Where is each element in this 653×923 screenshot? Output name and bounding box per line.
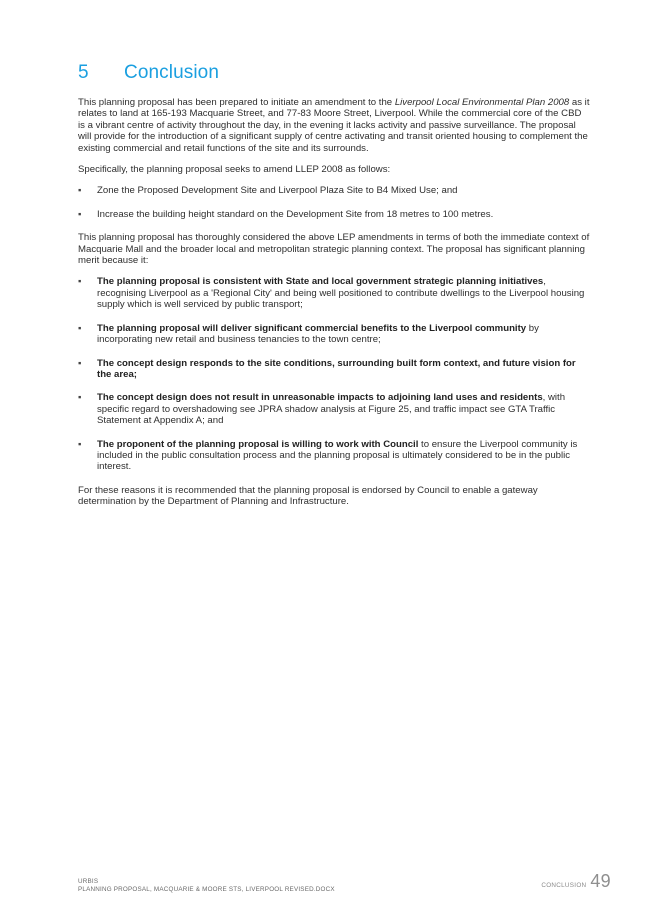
- bullet-icon: ▪: [78, 276, 82, 288]
- bullet-icon: ▪: [78, 185, 82, 197]
- footer-page-info: [541, 871, 611, 892]
- section-heading: [78, 62, 219, 84]
- page-number: 49: [590, 871, 611, 891]
- merit-list: [78, 276, 590, 472]
- merit-item: [78, 439, 590, 473]
- merit-bold: The planning proposal is consistent with State and local government strategic planning initiatives: [97, 276, 544, 288]
- merit-text: by incorporating new retail and business tenancies to the town centre;: [97, 322, 539, 346]
- section-title: Conclusion: [124, 62, 219, 83]
- amendment-text: Increase the building height standard on the Development Site from 18 metres to 100 metres.: [97, 208, 494, 220]
- section-number: 5: [78, 62, 89, 83]
- closing-paragraph: For these reasons it is recommended that the planning proposal is endorsed by Council to enable a gateway determination by the Department of Planning and Infrastructure.: [78, 484, 538, 508]
- amendment-list: [78, 185, 590, 220]
- bullet-icon: ▪: [78, 392, 82, 404]
- bullet-icon: ▪: [78, 208, 82, 220]
- merit-item: [78, 276, 590, 310]
- merit-text: , with specific regard to overshadowing see JPRA shadow analysis at Figure 25, and traffic impact see GTA Traffic Statement at Appendix A; and: [97, 392, 566, 427]
- footer-section-label: CONCLUSION: [541, 882, 587, 889]
- amend-intro-paragraph: Specifically, the planning proposal seeks to amend LLEP 2008 as follows:: [78, 164, 391, 176]
- merit-item: [78, 323, 590, 346]
- footer-doc-name: PLANNING PROPOSAL, MACQUARIE & MOORE STS, LIVERPOOL REVISED.DOCX: [78, 885, 335, 893]
- intro-text-a: This planning proposal has been prepared to initiate an amendment to the: [78, 97, 395, 108]
- amendment-item: [78, 185, 590, 196]
- merit-text: , recognising Liverpool as a 'Regional City' and being well positioned to contribute dwellings to the Liverpool housing supply which is well serviced by public transport;: [97, 276, 585, 311]
- merit-item: [78, 392, 590, 426]
- bullet-icon: ▪: [78, 438, 82, 450]
- merit-bold: The planning proposal will deliver significant commercial benefits to the Liverpool community: [97, 322, 527, 334]
- amendment-item: [78, 209, 590, 220]
- merit-bold: The concept design responds to the site conditions, surrounding built form context, and future vision for the area;: [97, 357, 576, 380]
- body-text: [78, 97, 590, 518]
- merit-bold: The proponent of the planning proposal is willing to work with Council: [97, 438, 419, 450]
- merit-text: to ensure the Liverpool community is included in the public consultation process and the planning proposal is ultimately considered to be in the public interest.: [97, 438, 578, 473]
- bullet-icon: ▪: [78, 357, 82, 369]
- amendment-text: Zone the Proposed Development Site and Liverpool Plaza Site to B4 Mixed Use; and: [97, 185, 458, 197]
- intro-paragraph: [78, 97, 590, 154]
- intro-plan-title: Liverpool Local Environmental Plan 2008: [394, 97, 570, 108]
- merit-item: [78, 358, 590, 381]
- intro-text-b: as it relates to land at 165-193 Macquarie Street, and 77-83 Moore Street, Liverpool. While the commercial core of the CBD is a vibrant centre of activity throughout the day, in the evening it lacks activity and passive surveillance. The proposal will provide for the introduction of a significant supply of centre activating and transit oriented housing to complement the existing commercial and retail functions of the site and its surrounds.: [78, 97, 590, 154]
- bullet-icon: ▪: [78, 322, 82, 334]
- footer-document-info: [78, 878, 335, 893]
- merit-intro-paragraph: This planning proposal has thoroughly considered the above LEP amendments in terms of both the immediate context of Macquarie Mall and the broader local and metropolitan strategic planning context. The proposal has significant planning merit because it:: [78, 232, 590, 267]
- footer-org: URBIS: [78, 878, 99, 885]
- merit-bold: The concept design does not result in unreasonable impacts to adjoining land uses and residents: [97, 392, 543, 404]
